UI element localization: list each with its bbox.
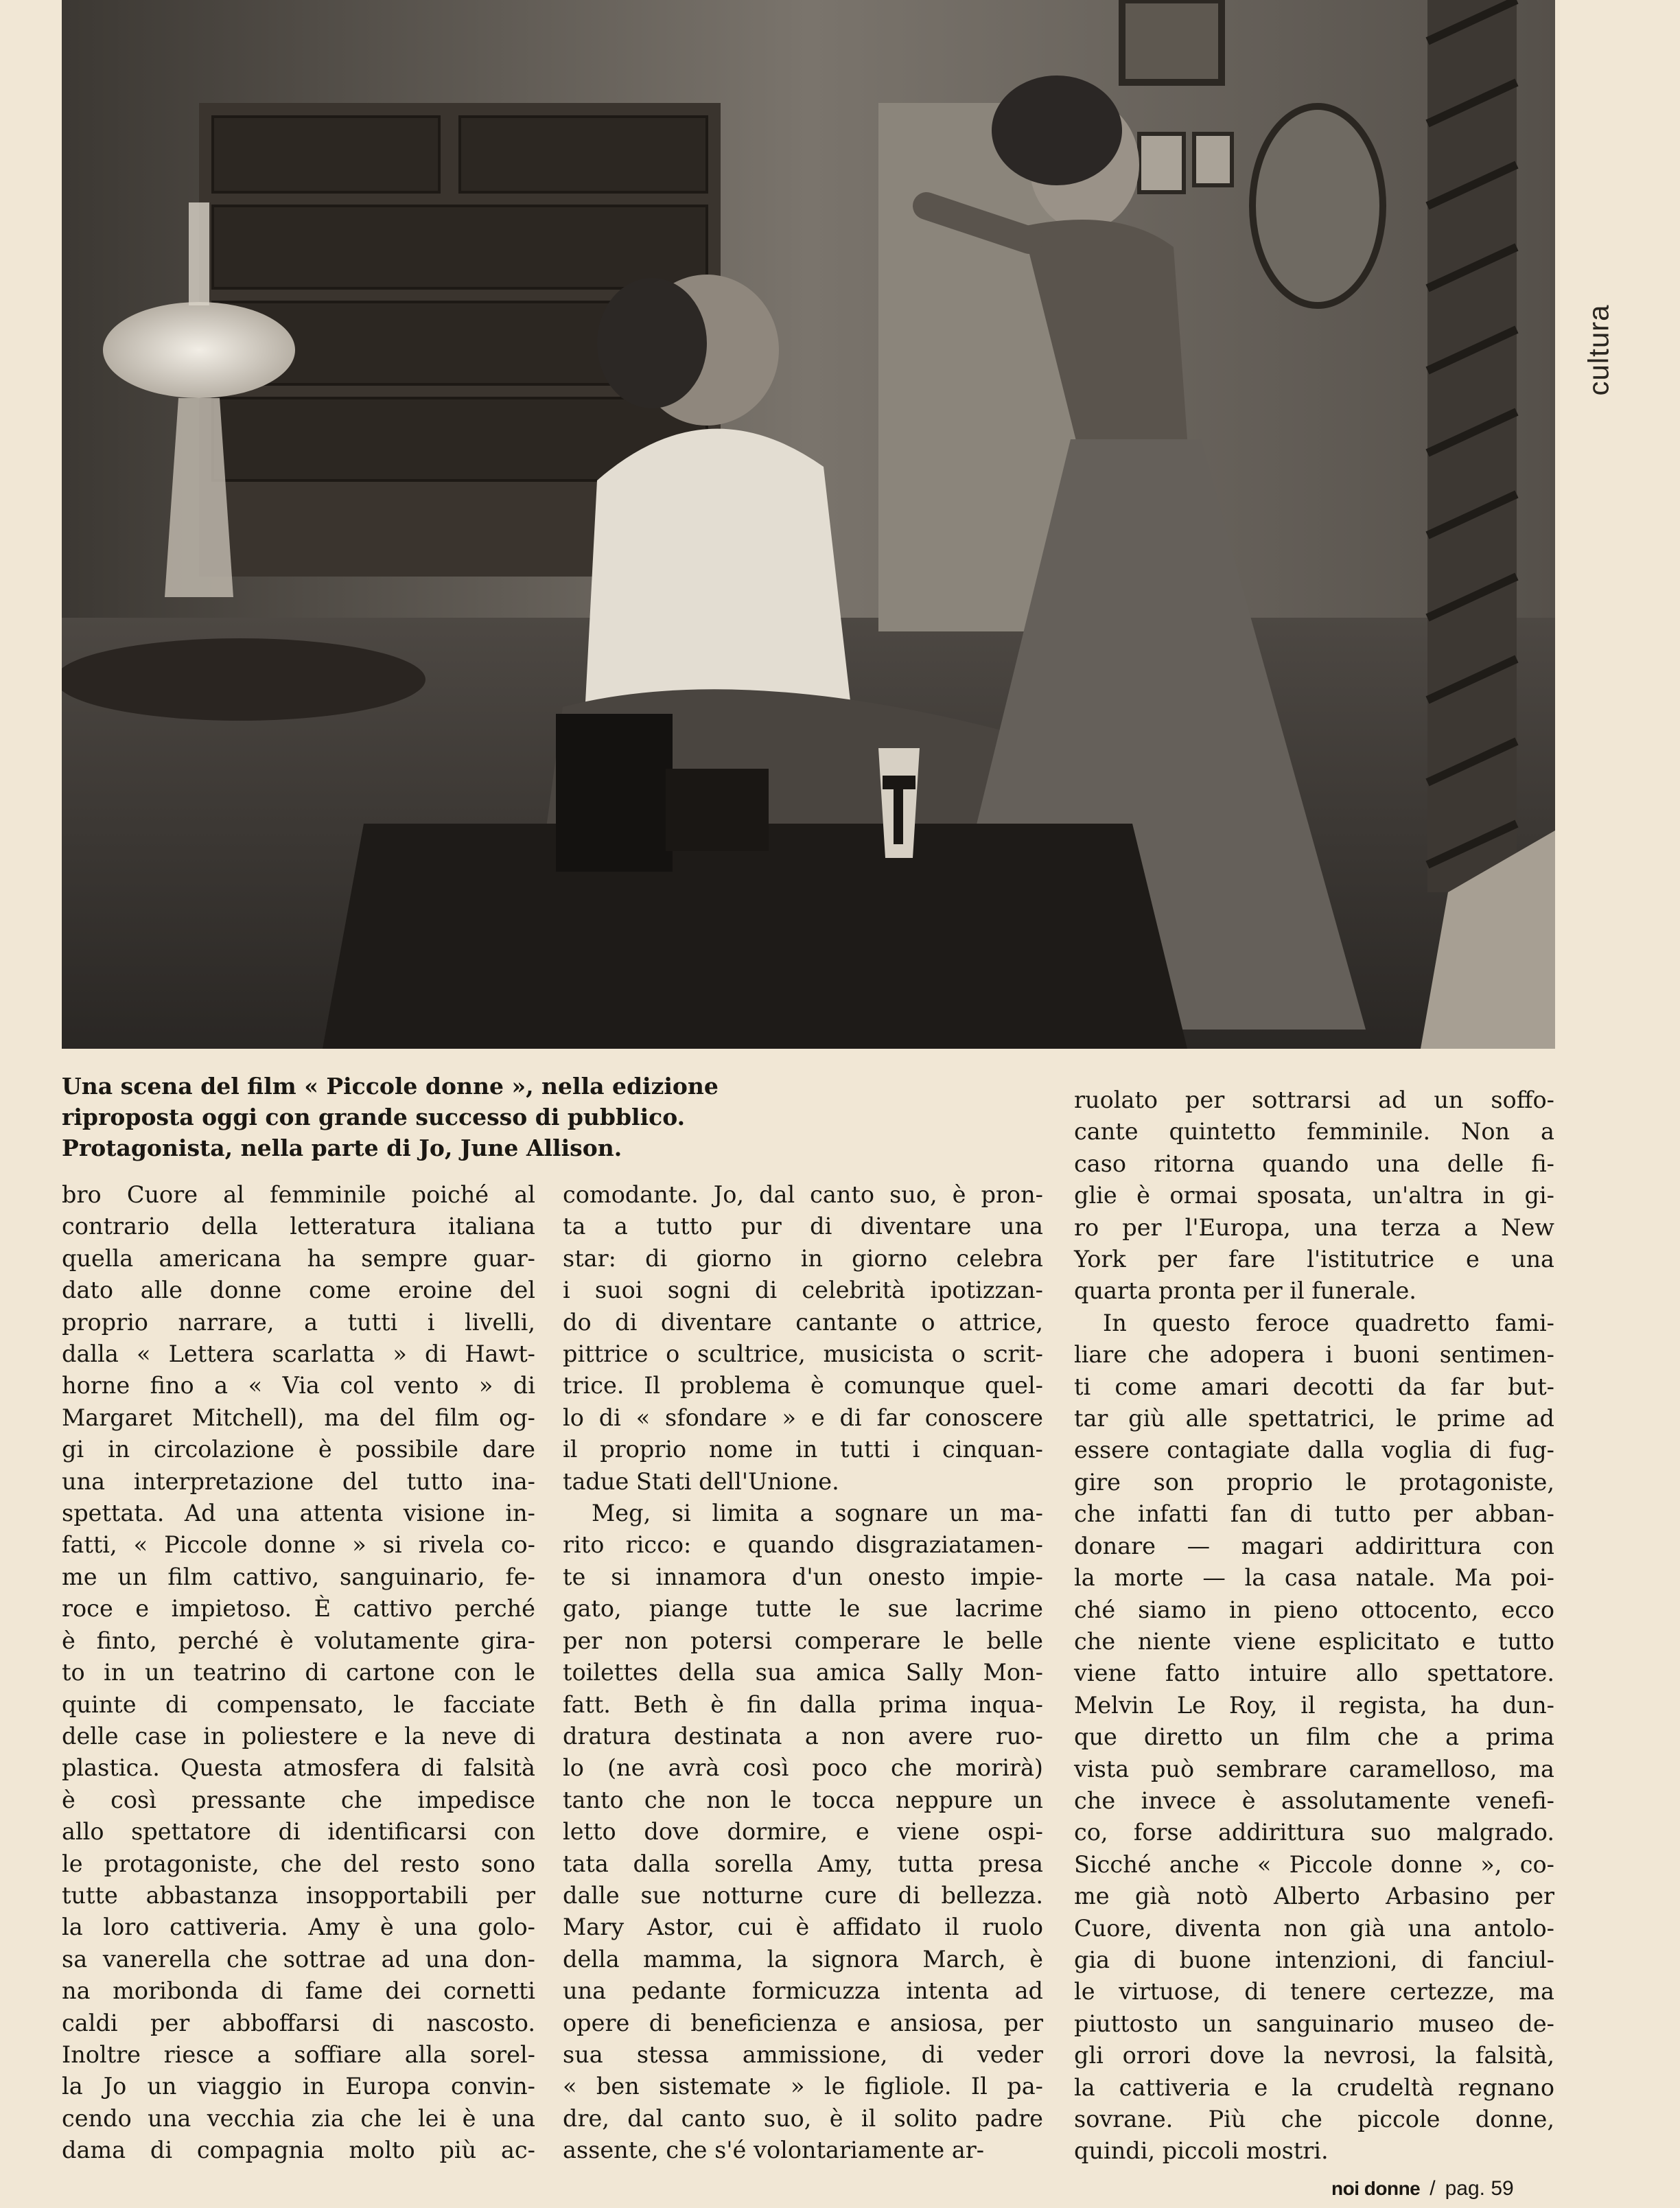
text-line: gia di buone intenzioni, di fanciul- bbox=[1074, 1946, 1554, 1973]
text-line: liare che adopera i buoni sentimen- bbox=[1074, 1341, 1554, 1369]
text-line: me un film cattivo, sanguinario, fe- bbox=[62, 1563, 535, 1590]
text-line: le protagoniste, che del resto sono bbox=[62, 1850, 535, 1877]
text-line: proprio narrare, a tutti i livelli, bbox=[62, 1308, 535, 1336]
text-line: que diretto un film che a prima bbox=[1074, 1723, 1554, 1751]
text-line: horne fino a « Via col vento » di bbox=[62, 1372, 535, 1399]
text-line: dre, dal canto suo, è il solito padre bbox=[563, 2104, 1043, 2132]
text-line: donare — magari addirittura con bbox=[1074, 1532, 1554, 1559]
text-line: Inoltre riesce a soffiare alla sorel- bbox=[62, 2041, 535, 2068]
text-line: Margaret Mitchell), ma del film og- bbox=[62, 1404, 535, 1431]
text-line: dalla « Lettera scarlatta » di Hawt- bbox=[62, 1340, 535, 1368]
text-line: tadue Stati dell'Unione. bbox=[563, 1467, 839, 1495]
text-line: cante quintetto femminile. Non a bbox=[1074, 1118, 1554, 1146]
text-line: comodante. Jo, dal canto suo, è pron- bbox=[563, 1181, 1043, 1208]
text-line: ché siamo in pieno ottocento, ecco bbox=[1074, 1596, 1554, 1623]
text-line: tata dalla sorella Amy, tutta presa bbox=[563, 1850, 1043, 1877]
text-line: tar giù alle spettatrici, le prime ad bbox=[1074, 1405, 1554, 1432]
article-column-1 bbox=[62, 1179, 535, 2167]
text-line: toilettes della sua amica Sally Mon- bbox=[563, 1659, 1043, 1686]
film-still-illustration bbox=[62, 0, 1555, 1049]
text-line: te si innamora d'un onesto impie- bbox=[563, 1563, 1043, 1590]
text-line: assente, che s'é volontariamente ar- bbox=[563, 2137, 985, 2164]
magazine-name: noi donne bbox=[1331, 2178, 1421, 2199]
text-line: della mamma, la signora March, è bbox=[563, 1945, 1043, 1973]
text-line: gli orrori dove la nevrosi, la falsità, bbox=[1074, 2042, 1554, 2069]
text-line: essere contagiate dalla voglia di fug- bbox=[1074, 1437, 1554, 1464]
text-line: dratura destinata a non avere ruo- bbox=[563, 1722, 1043, 1750]
text-line: trice. Il problema è comunque quel- bbox=[563, 1372, 1043, 1399]
text-line: quella americana ha sempre guar- bbox=[62, 1244, 535, 1272]
text-line: piuttosto un sanguinario museo de- bbox=[1074, 2010, 1554, 2037]
text-line: Mary Astor, cui è affidato il ruolo bbox=[563, 1914, 1043, 1941]
text-line: una interpretazione del tutto ina- bbox=[62, 1467, 535, 1495]
photo-caption bbox=[62, 1071, 1050, 1163]
text-line: rito ricco: e quando disgraziatamen- bbox=[563, 1531, 1043, 1559]
text-line: vista può sembrare caramelloso, ma bbox=[1074, 1755, 1554, 1782]
text-line: la cattiveria e la crudeltà regnano bbox=[1074, 2073, 1554, 2101]
text-line: allo spettatore di identificarsi con bbox=[62, 1818, 535, 1846]
text-line: « ben sistemate » le figliole. Il pa- bbox=[563, 2073, 1043, 2100]
text-line: che invece è assolutamente venefi- bbox=[1074, 1787, 1554, 1814]
text-line: le virtuose, di tenere certezze, ma bbox=[1074, 1978, 1554, 2006]
text-line: tanto che non le tocca neppure un bbox=[563, 1786, 1043, 1813]
text-line: che niente viene esplicitato e tutto bbox=[1074, 1627, 1554, 1655]
section-label bbox=[1558, 288, 1640, 412]
text-line: il proprio nome in tutti i cinquan- bbox=[563, 1436, 1043, 1463]
text-line: Cuore, diventa non già una antolo- bbox=[1074, 1914, 1554, 1942]
text-line: In questo feroce quadretto fami- bbox=[1103, 1309, 1554, 1336]
text-line: i suoi sogni di celebrità ipotizzan- bbox=[563, 1277, 1043, 1304]
text-line: Sicché anche « Piccole donne », co- bbox=[1074, 1850, 1554, 1878]
text-line: sa vanerella che sottrae ad una don- bbox=[62, 1945, 535, 1973]
text-line: caso ritorna quando una delle fi- bbox=[1074, 1150, 1554, 1177]
text-line: dato alle donne come eroine del bbox=[62, 1277, 535, 1304]
text-line: tutte abbastanza insopportabili per bbox=[62, 1881, 535, 1909]
section-label-text: cultura bbox=[1583, 304, 1615, 396]
caption-line: Una scena del film « Piccole donne », nella edizione bbox=[62, 1073, 719, 1100]
text-line: delle case in poliestere e la neve di bbox=[62, 1722, 535, 1750]
text-line: York per fare l'istitutrice e una bbox=[1074, 1246, 1554, 1273]
text-line: me già notò Alberto Arbasino per bbox=[1074, 1883, 1554, 1910]
text-line: sua stessa ammissione, di veder bbox=[563, 2041, 1043, 2068]
text-line: gire son proprio le protagoniste, bbox=[1074, 1468, 1554, 1496]
text-line: ro per l'Europa, una terza a New bbox=[1074, 1213, 1554, 1241]
text-line: è finto, perché è volutamente gira- bbox=[62, 1627, 535, 1654]
text-line: per non potersi comperare le belle bbox=[563, 1627, 1043, 1654]
text-line: fatti, « Piccole donne » si rivela co- bbox=[62, 1531, 535, 1559]
film-still-photo bbox=[62, 0, 1555, 1049]
text-line: co, forse addirittura suo malgrado. bbox=[1074, 1819, 1554, 1846]
text-line: quindi, piccoli mostri. bbox=[1074, 2137, 1329, 2165]
text-line: fatt. Beth è fin dalla prima inqua- bbox=[563, 1690, 1043, 1718]
text-line: lo (ne avrà così poco che morirà) bbox=[563, 1754, 1043, 1782]
text-line: è così pressante che impedisce bbox=[62, 1786, 535, 1813]
text-line: do di diventare cantante o attrice, bbox=[563, 1308, 1043, 1336]
text-line: Meg, si limita a sognare un ma- bbox=[592, 1500, 1043, 1527]
text-line: cendo una vecchia zia che lei è una bbox=[62, 2104, 535, 2132]
text-line: la loro cattiveria. Amy è una golo- bbox=[62, 1914, 535, 1941]
text-line: viene fatto intuire allo spettatore. bbox=[1074, 1660, 1554, 1687]
text-line: opere di beneficienza e ansiosa, per bbox=[563, 2009, 1043, 2036]
text-line: plastica. Questa atmosfera di falsità bbox=[62, 1754, 535, 1782]
footer-separator: / bbox=[1430, 2177, 1436, 2200]
text-line: gato, piange tutte le sue lacrime bbox=[563, 1595, 1043, 1623]
text-line: ta a tutto pur di diventare una bbox=[563, 1213, 1043, 1240]
article-column-2 bbox=[563, 1179, 1043, 2167]
text-line: quarta pronta per il funerale. bbox=[1074, 1277, 1416, 1305]
text-line: una pedante formicuzza intenta ad bbox=[563, 1977, 1043, 2005]
article-column-3 bbox=[1074, 1084, 1554, 2168]
oil-lamp bbox=[103, 302, 295, 398]
text-line: ti come amari decotti da far but- bbox=[1074, 1373, 1554, 1400]
text-line: roce e impietoso. È cattivo perché bbox=[62, 1595, 535, 1623]
caption-line: Protagonista, nella parte di Jo, June Allison. bbox=[62, 1135, 622, 1161]
text-line: caldi per abboffarsi di nascosto. bbox=[62, 2009, 535, 2036]
text-line: spettata. Ad una attenta visione in- bbox=[62, 1500, 535, 1527]
text-line: contrario della letteratura italiana bbox=[62, 1213, 535, 1240]
text-line: glie è ormai sposata, un'altra in gi- bbox=[1074, 1182, 1554, 1209]
text-line: ruolato per sottrarsi ad un soffo- bbox=[1074, 1086, 1554, 1113]
text-line: na moribonda di fame dei cornetti bbox=[62, 1977, 535, 2005]
caption-line: riproposta oggi con grande successo di pubblico. bbox=[62, 1104, 686, 1130]
text-line: che infatti fan di tutto per abban- bbox=[1074, 1500, 1554, 1528]
text-line: sovrane. Più che piccole donne, bbox=[1074, 2106, 1554, 2133]
text-line: la Jo un viaggio in Europa convin- bbox=[62, 2073, 535, 2100]
page-number: pag. 59 bbox=[1445, 2177, 1514, 2200]
text-line: to in un teatrino di cartone con le bbox=[62, 1659, 535, 1686]
text-line: gi in circolazione è possibile dare bbox=[62, 1436, 535, 1463]
text-line: dalle sue notturne cure di bellezza. bbox=[563, 1881, 1043, 1909]
text-line: lo di « sfondare » e di far conoscere bbox=[563, 1404, 1043, 1431]
text-line: pittrice o scultrice, musicista o scrit- bbox=[563, 1340, 1043, 1368]
text-line: bro Cuore al femminile poiché al bbox=[62, 1181, 535, 1208]
text-line: dama di compagnia molto più ac- bbox=[62, 2137, 535, 2164]
text-line: Melvin Le Roy, il regista, ha dun- bbox=[1074, 1691, 1554, 1719]
text-line: la morte — la casa natale. Ma poi- bbox=[1074, 1564, 1554, 1592]
page-footer bbox=[1331, 2177, 1514, 2205]
text-line: letto dove dormire, e viene ospi- bbox=[563, 1818, 1043, 1846]
text-line: quinte di compensato, le facciate bbox=[62, 1690, 535, 1718]
text-line: star: di giorno in giorno celebra bbox=[563, 1244, 1043, 1272]
